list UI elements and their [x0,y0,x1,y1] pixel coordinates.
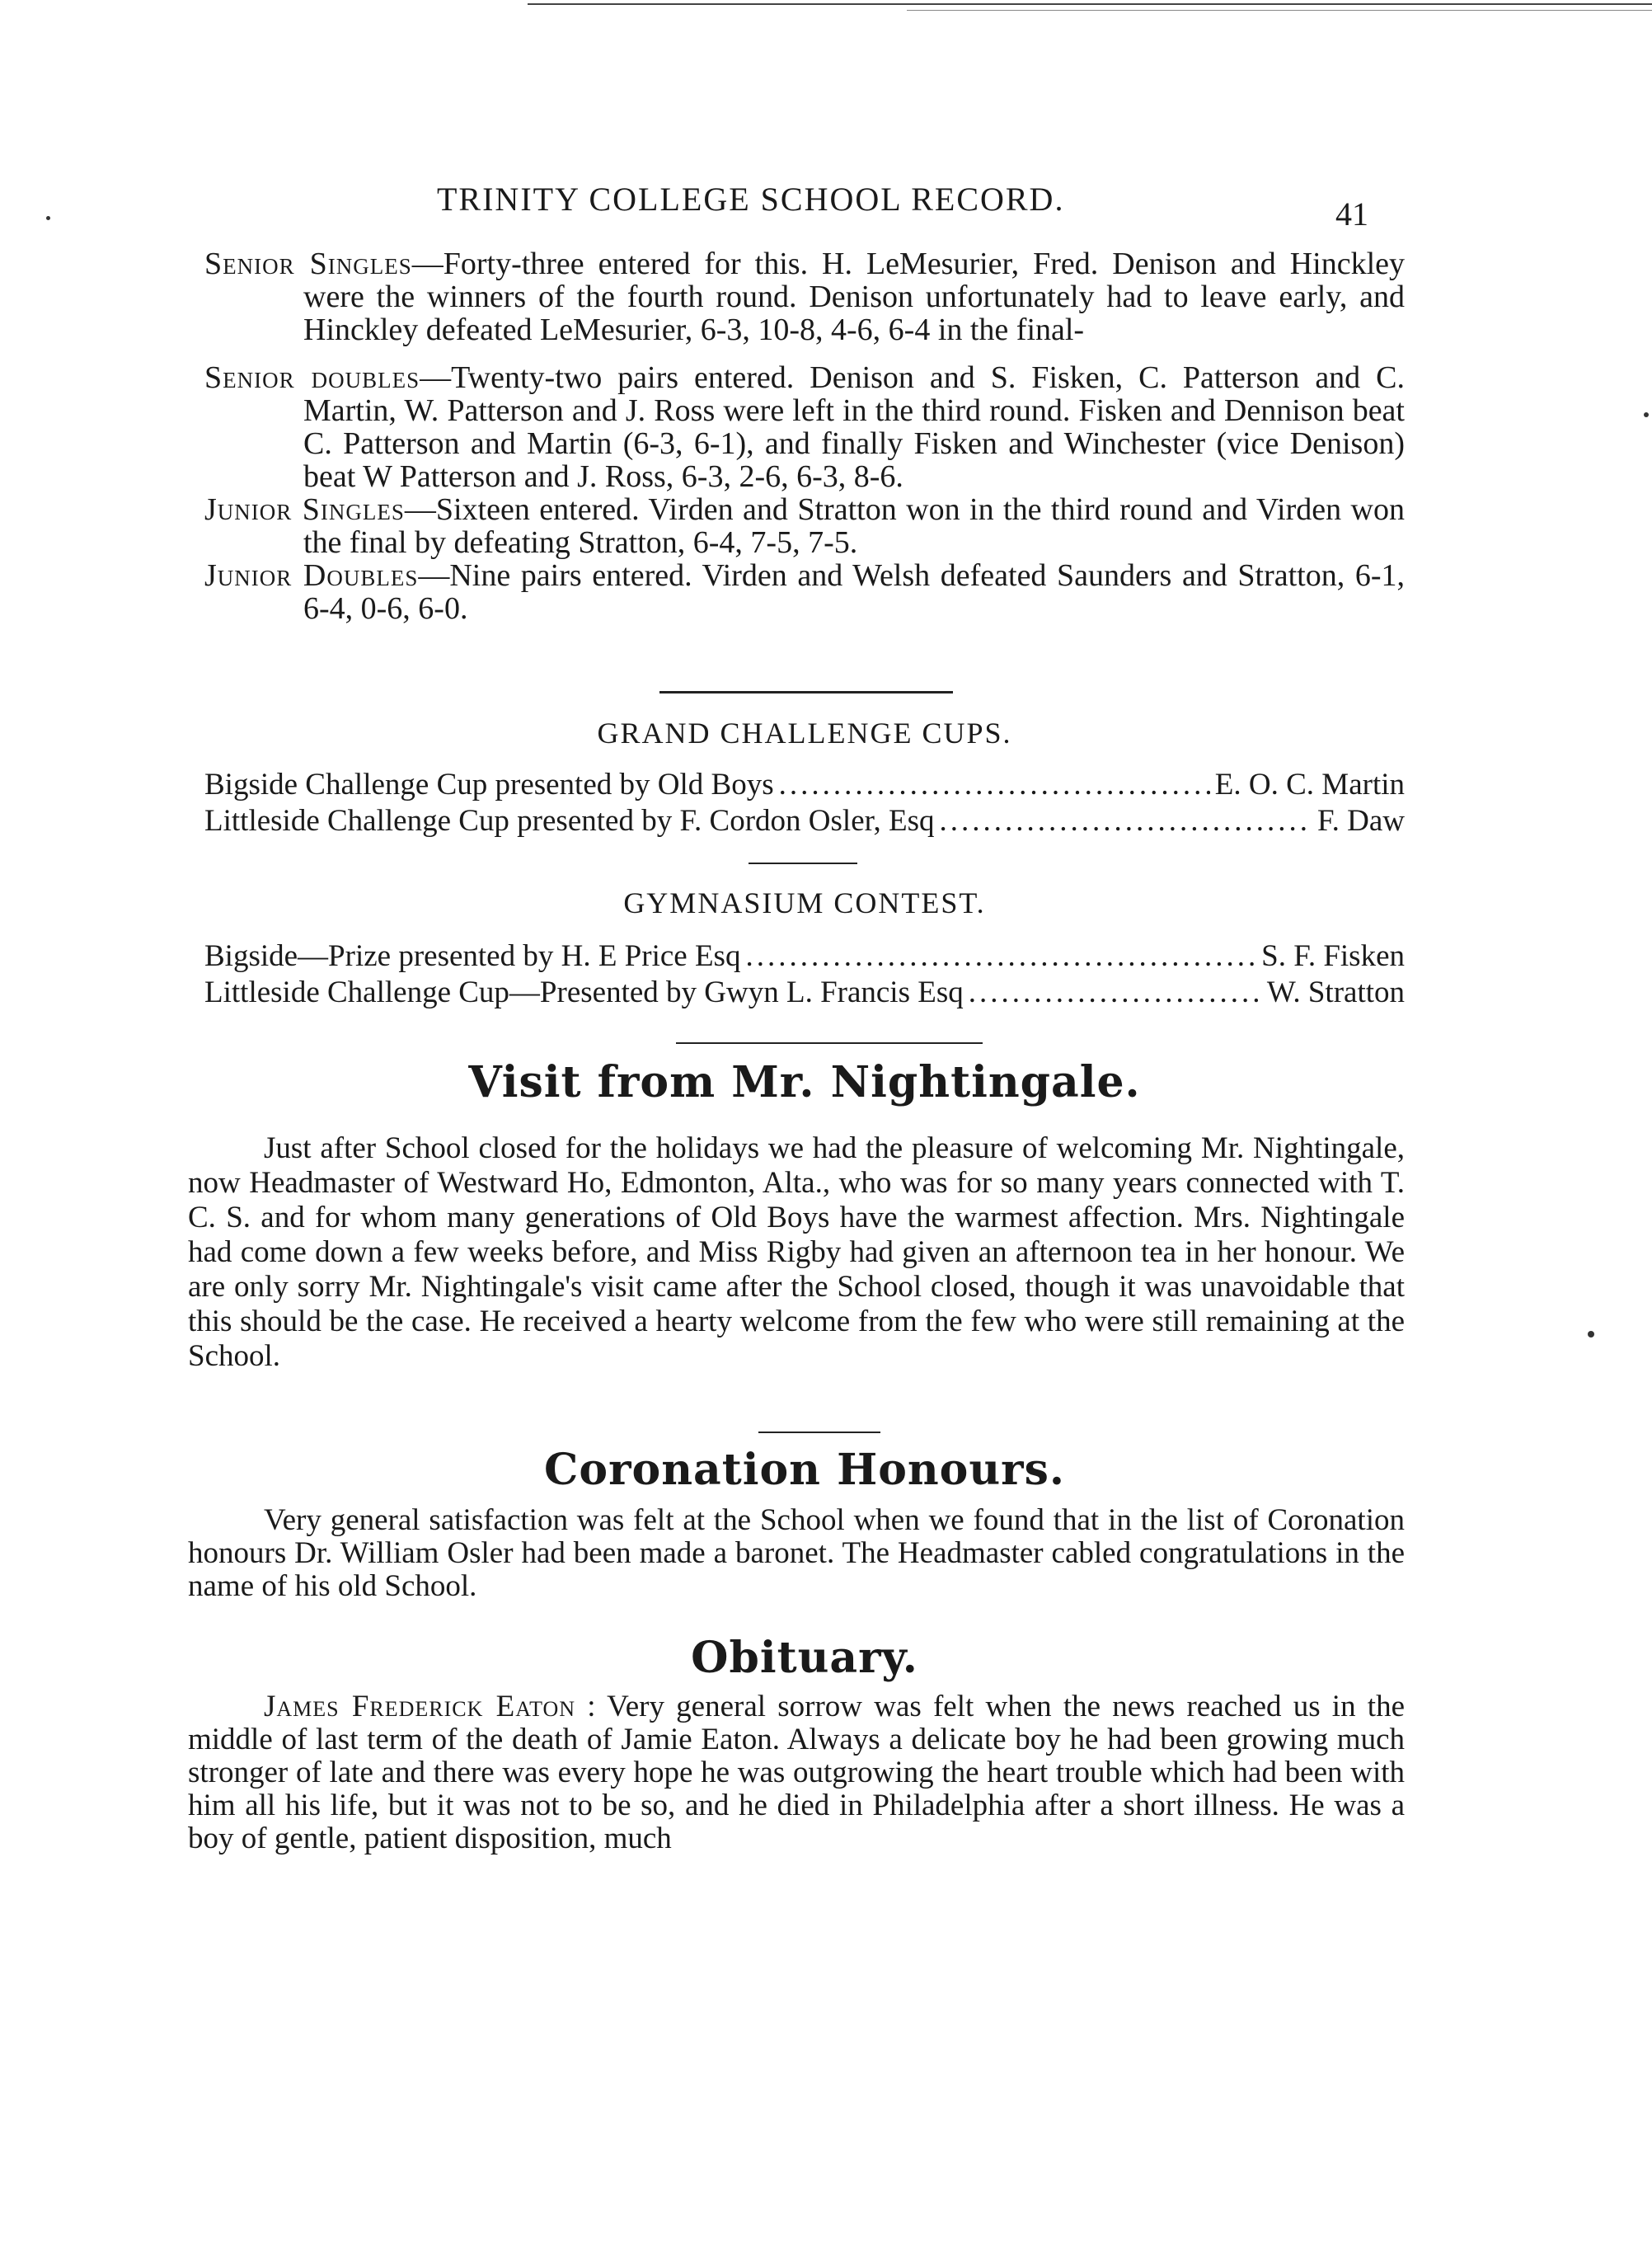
visit-heading: Visit from Mr. Nightingale. [468,1057,1141,1107]
article-body: Just after School closed for the holidays we had the pleasure of welcoming Mr. Nightingale, now Headmaster of Westward Ho, Edmonton, Alta., who was for so many years connected with T. C. S. and for whom many generations of Old Boys have the warmest affection. Mrs. Nightingale had come down a few weeks before, and Miss Rigby had given an afternoon tea in her honour. We are only sorry Mr. Nightingale's visit came after the School closed, though it was unavoidable that this should be the case. He received a hearty welcome from the few who were still remaining at the School. [188,1131,1405,1373]
page-number: 41 [1335,195,1368,233]
prize-row [204,975,1405,1011]
prize-label: Bigside Challenge Cup presented by Old Boys [204,768,774,802]
prize-winner: S. F. Fisken [1261,939,1405,973]
event-label: Junior Doubles [204,558,419,593]
leader-dots [969,975,1262,1011]
section-divider [749,863,857,864]
scan-speck [46,216,50,220]
gymnasium-heading: GYMNASIUM CONTEST. [623,886,986,919]
event-text: —Twenty-two pairs entered. Denison and S. Fisken, C. Patterson and C. Martin, W. Patterson and J. Ross were left in the third round. Fisken and Dennison beat C. Patterson and Martin (6-3, 6-1), and finally Fisken and Winchester (vice Denison) beat W Patterson and J. Ross, 6-3, 2-6, 6-3, 8-6. [303,360,1405,494]
event-text: —Forty-three entered for this. H. LeMesurier, Fred. Denison and Hinckley were the winners of the fourth round. Denison unfortunately had to leave early, and Hinckley defeated LeMesurier, 6-3, 10-8, 4-6, 6-4 in the final- [303,247,1406,347]
prize-label: Littleside Challenge Cup—Presented by Gwyn L. Francis Esq [204,976,964,1009]
prize-row [204,938,1405,975]
event-text: —Nine pairs entered. Virden and Welsh defeated Saunders and Stratton, 6-1, 6-4, 0-6, 6-0. [303,558,1405,626]
tennis-entry [204,247,1405,346]
grand-challenge-list [204,767,1405,839]
section-divider [758,1432,880,1433]
event-label: Senior Singles [204,247,412,281]
coronation-article [188,1504,1405,1603]
scan-speck [1588,1331,1594,1338]
event-text: —Sixteen entered. Virden and Stratton won in the third round and Virden won the final by defeating Stratton, 6-4, 7-5, 7-5. [303,492,1405,560]
prize-winner: E. O. C. Martin [1214,768,1405,802]
coronation-heading: Coronation Honours. [544,1445,1065,1495]
scan-top-edge-line [907,10,1652,11]
tennis-entry [204,493,1405,559]
visit-article [188,1131,1405,1374]
event-label: Senior doubles [204,360,420,395]
scan-top-edge-line [528,3,1652,5]
leader-dots [939,803,1312,839]
running-header: TRINITY COLLEGE SCHOOL RECORD. [437,181,1065,218]
section-divider [659,691,953,693]
article-body [188,1690,1405,1855]
event-label: Junior Singles [204,492,405,527]
prize-winner: F. Daw [1317,804,1405,838]
tennis-entry [204,361,1405,493]
prize-label: Bigside—Prize presented by H. E Price Esq [204,939,741,973]
article-body: Very general satisfaction was felt at the School when we found that in the list of Coronation honours Dr. William Osler had been made a baronet. The Headmaster cabled congratulations in the name of his old School. [188,1503,1405,1603]
obituary-heading: Obituary. [691,1633,918,1683]
prize-row [204,803,1405,839]
leader-dots [779,767,1210,803]
tennis-entry [204,559,1405,625]
leader-dots [745,938,1256,975]
obituary-name: James Frederick Eaton [264,1690,576,1723]
prize-row [204,767,1405,803]
gymnasium-list [204,938,1405,1011]
scan-speck [1644,412,1649,417]
tennis-results [204,247,1405,625]
obituary-article [188,1690,1405,1855]
grand-challenge-heading: GRAND CHALLENGE CUPS. [597,717,1012,750]
prize-winner: W. Stratton [1266,976,1405,1009]
obituary-text: : Very general sorrow was felt when the news reached us in the middle of last term of the death of Jamie Eaton. Always a delicate boy he had been growing much stronger of late and there was every hope he was outgrowing the heart trouble which had been with him all his life, but it was not to be so, and he died in Philadelphia after a short illness. He was a boy of gentle, patient disposition, much [188,1690,1405,1855]
section-divider [676,1042,983,1044]
prize-label: Littleside Challenge Cup presented by F. Cordon Osler, Esq [204,804,935,838]
